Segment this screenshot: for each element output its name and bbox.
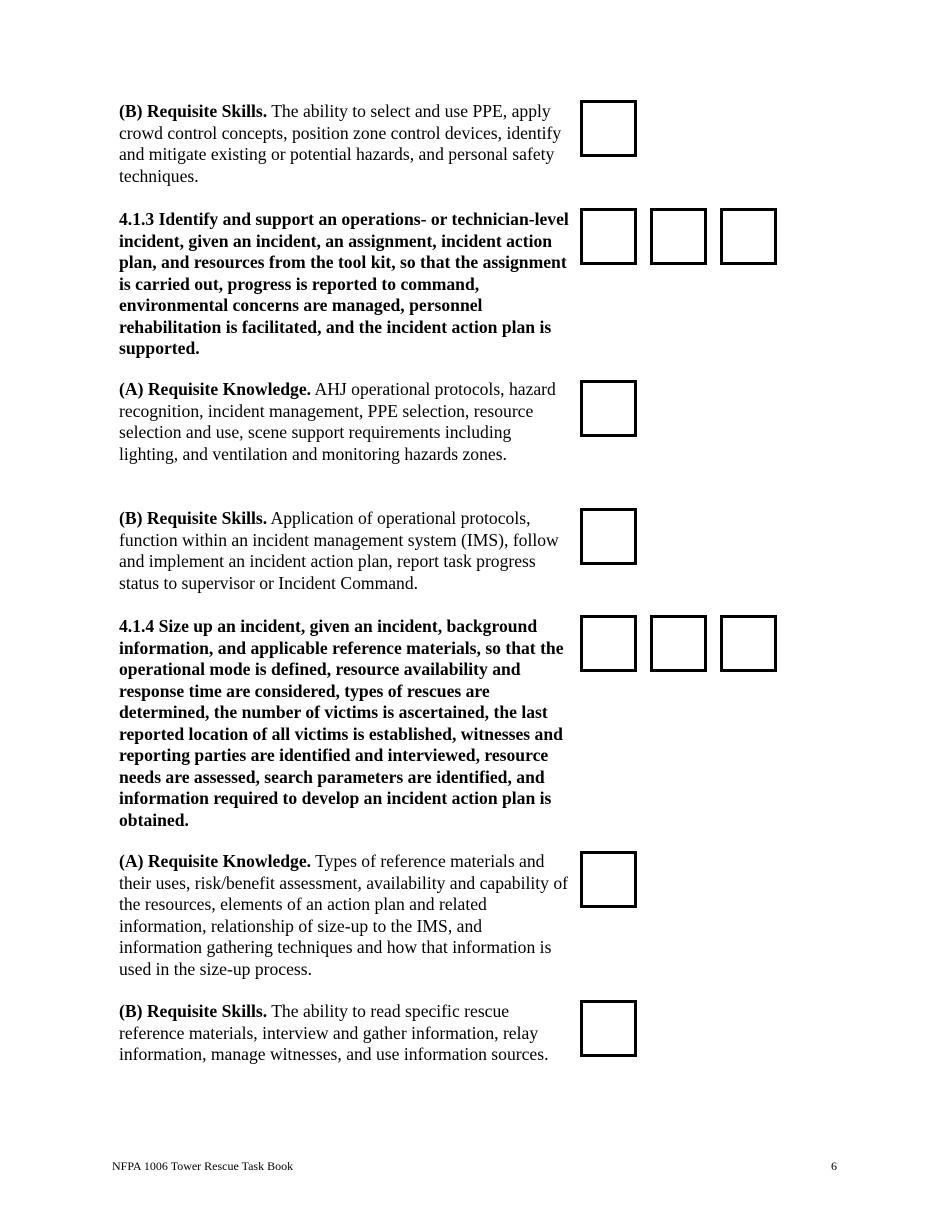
page-number: 6 (831, 1159, 837, 1173)
signoff-checkbox[interactable] (720, 208, 777, 265)
signoff-checkbox[interactable] (650, 208, 707, 265)
section-paragraph (119, 851, 569, 980)
checkbox-group-6 (580, 851, 650, 908)
signoff-checkbox[interactable] (720, 615, 777, 672)
signoff-checkbox[interactable] (580, 508, 637, 565)
checkbox-group-2 (580, 208, 790, 265)
section-lead: (B) Requisite Skills. (119, 508, 268, 528)
signoff-checkbox[interactable] (580, 615, 637, 672)
checkbox-group-4 (580, 508, 650, 565)
checkbox-group-1 (580, 100, 650, 157)
checkbox-group-5 (580, 615, 790, 672)
signoff-checkbox[interactable] (580, 1000, 637, 1057)
section-text: The ability to read specific rescue reference materials, interview and gather information, relay information, manage witnesses, and use information sources. (119, 1001, 549, 1064)
checkbox-group-7 (580, 1000, 650, 1057)
section-lead: (A) Requisite Knowledge. (119, 379, 312, 399)
footer-title: NFPA 1006 Tower Rescue Task Book (112, 1159, 294, 1173)
section-text: Application of operational protocols, function within an incident management system (IMS), follow and implement an incident action plan, report task progress status to supervisor or Incident Command. (119, 508, 559, 593)
section-paragraph (119, 101, 569, 187)
section-text: AHJ operational protocols, hazard recognition, incident management, PPE selection, resource selection and use, scene support requirements including lighting, and ventilation and monitoring hazards zones. (119, 379, 556, 464)
section-paragraph (119, 379, 569, 465)
section-b-requisite-skills-3 (119, 1001, 569, 1066)
section-b-requisite-skills-1 (119, 101, 569, 187)
section-paragraph (119, 616, 569, 831)
section-lead: (B) Requisite Skills. (119, 1001, 268, 1021)
signoff-checkbox[interactable] (580, 851, 637, 908)
section-4-1-3 (119, 209, 569, 360)
section-lead: (A) Requisite Knowledge. (119, 851, 312, 871)
section-b-requisite-skills-2 (119, 508, 569, 594)
section-a-requisite-knowledge-2 (119, 851, 569, 980)
signoff-checkbox[interactable] (580, 208, 637, 265)
section-heading: 4.1.3 Identify and support an operations- or technician-level incident, given an incident, an assignment, incident action plan, and resources from the tool kit, so that the assignment is carried out, progress is reported to command, environmental concerns are managed, personnel rehabilitation is facilitated, and the incident action plan is supported. (119, 209, 569, 358)
section-paragraph (119, 1001, 569, 1066)
checkbox-group-3 (580, 380, 650, 437)
section-text: Types of reference materials and their uses, risk/benefit assessment, availability and capability of the resources, elements of an action plan and related information, relationship of size-up to the IMS, and information gathering techniques and how that information is used in the size-up process. (119, 851, 569, 979)
section-text: The ability to select and use PPE, apply crowd control concepts, position zone control devices, identify and mitigate existing or potential hazards, and personal safety techniques. (119, 101, 562, 186)
signoff-checkbox[interactable] (650, 615, 707, 672)
section-heading: 4.1.4 Size up an incident, given an incident, background information, and applicable reference materials, so that the operational mode is defined, resource availability and response time are considered, types of rescues are determined, the number of victims is ascertained, the last reported location of all victims is established, witnesses and reporting parties are identified and interviewed, resource needs are assessed, search parameters are identified, and information required to develop an incident action plan is obtained. (119, 616, 564, 830)
section-lead: (B) Requisite Skills. (119, 101, 268, 121)
section-4-1-4 (119, 616, 569, 831)
signoff-checkbox[interactable] (580, 380, 637, 437)
section-paragraph (119, 209, 569, 360)
section-a-requisite-knowledge-1 (119, 379, 569, 465)
signoff-checkbox[interactable] (580, 100, 637, 157)
section-paragraph (119, 508, 569, 594)
